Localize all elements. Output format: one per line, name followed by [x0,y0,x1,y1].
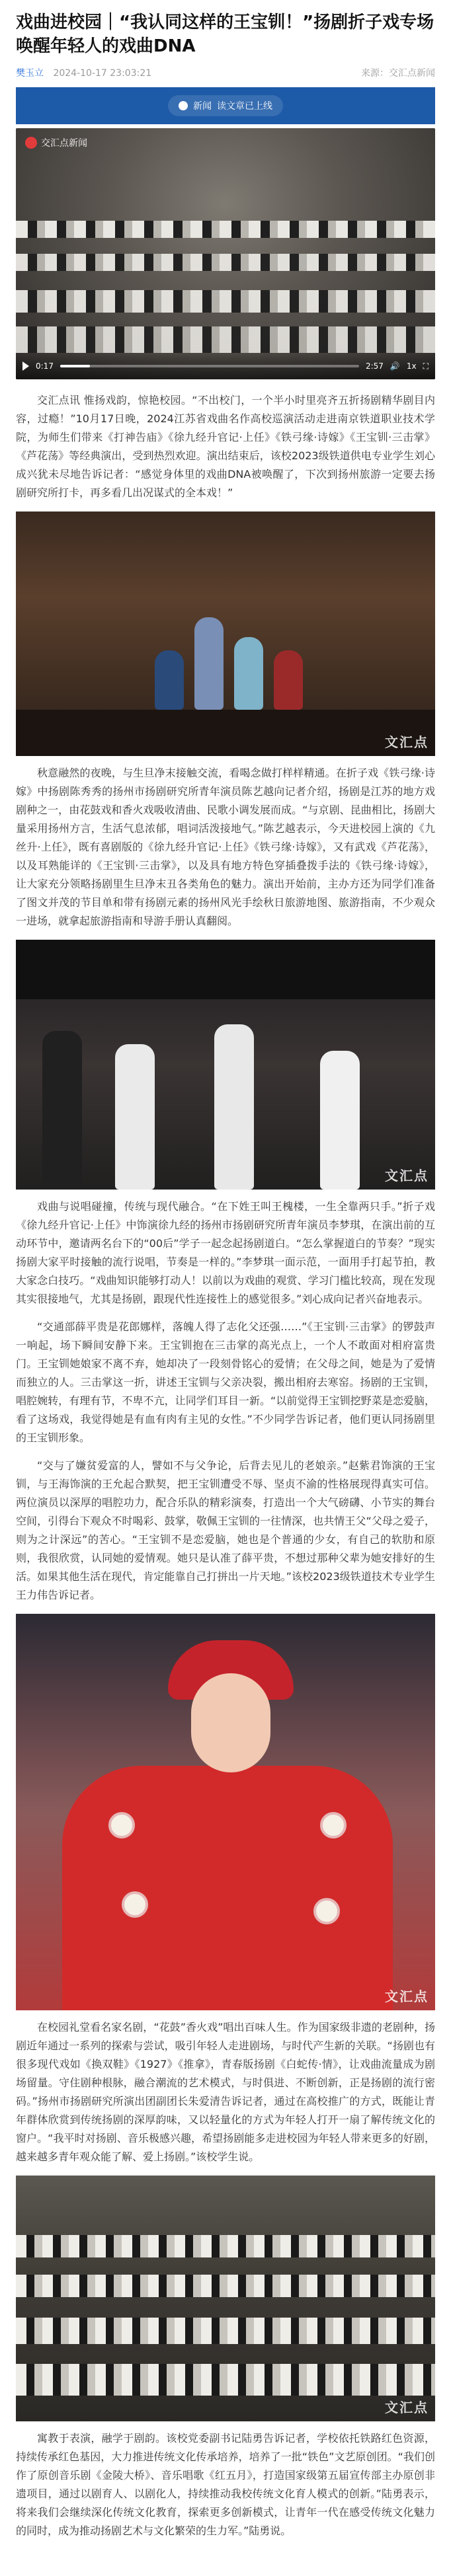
costume [62,1766,393,2010]
embroidery [122,1891,148,1918]
author-name[interactable]: 樊玉立 [16,68,44,79]
video-channel-logo [25,136,87,149]
image-watermark: 文汇点 [385,2400,429,2415]
paragraph: 戏曲与说唱碰撞，传统与现代融合。“在下姓王叫王槐楼，一生全靠两只手。”折子戏《徐九经升官记·上任》中饰演徐九经的扬州市扬剧研究所青年演员李梦琪，在演出前的互动环节中，邀请两名台下的“00后”学子一起念起扬剧道白。“怎么掌握道白的节奏？”现实扬剧大家平时接触的流行说唱，节奏是一样的。”李梦琪一面示范，一面用手打起节拍，教大家念白技巧。“戏曲知识能够打动人！以前以为戏曲的观赏、学习门槛比较高，现在发现其实很接地气，尤其是扬剧，跟现代性连接性上的感觉很多。”刘心成向记者兴奋地表示。 [16,1200,435,1305]
article-image [16,940,435,1190]
paragraph: “交与了嫌贫爱富的人，譬如不与父争论，后背去见儿的老娘亲。”赵紫君饰演的王宝钏，与王海饰演的王允起合默契，把王宝钏遭受不辱、坚贞不渝的性格展现得真实可信。两位演员以深厚的唱腔功力，配合乐队的精彩演奏，打造出一个大气磅礴、小节实的舞台空间，引得台下观众不时喝彩、鼓掌，敬佩王宝钏的一往情深，也共情王父“父母之爱子，则为之计深远”的苦心。“王宝钏不是恋爱脑，她也是个普通的少女，有自己的软肋和原则，我很欣赏，认同她的爱情观。她只是认准了薛平贵，不想过那种父辈为她安排好的生活。如果其他生活在现代，肯定能靠自己打拼出一片天地。”该校2023级铁道技术专业学生王力伟告诉记者。 [16,1459,435,1601]
play-icon[interactable] [22,361,29,371]
publish-date: 2024-10-17 23:03:21 [53,68,152,79]
audience-row [16,254,435,271]
embroidery [108,1812,135,1838]
image-watermark: 文汇点 [385,1989,429,2004]
performer [214,1024,254,1190]
stage [16,710,435,756]
performer [274,650,303,710]
performer [320,1051,360,1190]
banner-label-left: 新闻 [193,101,212,112]
meta-left [16,66,158,79]
image-watermark: 文汇点 [385,1168,429,1184]
volume-icon[interactable]: 🔊 [390,361,400,371]
performer [234,637,263,710]
article-image [16,1614,435,2010]
embroidery [320,1812,347,1838]
paragraph: 交汇点讯 惟扬戏韵，惊艳校园。“不出校门，一个半小时里亮齐五折扬剧精华剧目内容，过瘾！”10月17日晚，2024江苏省戏曲名作高校巡演活动走进南京铁道职业技术学院，为师生们带来《打神告庙》《徐九经升官记·上任》《铁弓缘·诗嫁》《王宝钏·三击掌》《芦花荡》等经典演出，受到热烈欢迎。演出结束后，该校2023级铁道供电专业学生刘心成兴犹未尽地告诉记者：“感觉身体里的戏曲DNA被唤醒了，下次到扬州旅游一定要去扬剧研究所打卡，再多看几出况谋式的全本戏！” [16,394,435,499]
video-player[interactable] [16,128,435,379]
image-watermark: 文汇点 [385,734,429,750]
performer [194,617,224,710]
progress-fill [60,365,90,367]
time-current: 0:17 [36,361,54,371]
paragraph: 在校园礼堂看名家名剧，“花鼓”香火戏”唱出百味人生。作为国家级非遗的老剧种，扬剧近年通过一系列的探索与尝试，吸引年轻人走进剧场，与时代产生新的关联。“扬剧也有很多现代戏如《换双鞋》《1927》《推拿》，青春版扬剧《白蛇传·情》，让戏曲流量成为剧场留量。守住剧种根脉，融合潮流的艺术模式，与时俱进、不断创新，正是扬剧的流行密码。”扬州市扬剧研究所演出团副团长朱爱清告诉记者，通过在高校推广的方式，既能让青年群体欣赏到传统扬剧的深厚韵味，又以轻量化的方式为年轻人打开一扇了解传统文化的窗户。“我平时对扬剧、音乐极感兴趣，希望扬剧能多走进校园为年轻人带来更多的好剧，越来越多青年观众能了解、爱上扬剧。”该校学生说。 [16,2021,435,2163]
channel-icon [25,137,37,149]
audience-row [16,2275,435,2297]
audience-row [16,2318,435,2344]
article-title: 戏曲进校园｜“我认同这样的王宝钏！”扬剧折子戏专场唤醒年轻人的戏曲DNA [16,13,434,56]
speed-button[interactable]: 1x [406,361,417,371]
audience-row [16,221,435,238]
news-icon [179,101,188,110]
stage-screen [16,940,435,999]
article-image [16,2176,435,2421]
banner-label-right: 读文章已上线 [217,101,272,112]
embroidery [313,1898,340,1924]
video-controls [16,353,435,379]
banner-tag[interactable] [168,95,283,116]
article-image [16,511,435,756]
fullscreen-icon[interactable]: ⛶ [423,361,429,371]
paragraph: “交通部薛平贵是花郎娜样，落魄人得了志化父还强……”《王宝钏·三击掌》的锣鼓声一响起，场下瞬间安静下来。王宝钏抱在三击掌的高光点上，一个人不敢面对相府富贵门。王宝钏她娘家不离不弃，她却决了一段刻骨铭心的爱情；在父母之间，她是为了爱情而独立的人。三击掌这一折，讲述王宝钏与父亲决裂，搬出相府去寒窑。扬剧的王宝钏，唱腔婉转，有理有节，不卑不亢，让同学们耳目一新。“以前觉得王宝钏挖野菜是恋爱脑，看了这场戏，我觉得她是有血有肉有主见的女性。”不少同学告诉记者，他们更认同扬剧里的王宝钏形象。 [16,1320,435,1444]
performer [155,650,184,710]
video-channel-name: 交汇点新闻 [41,138,87,149]
audience-row [16,2235,435,2257]
banner[interactable] [16,87,435,124]
performer [42,1031,82,1190]
audience-row [16,290,435,313]
performer-face [191,1673,270,1772]
audience-row [16,2364,435,2396]
source-label: 来源：交汇点新闻 [361,68,435,79]
time-total: 2:57 [365,361,384,371]
article-meta [16,66,435,79]
paragraph: 寓教于表演，融学于剧韵。该校党委副书记陆勇告诉记者，学校依托铁路红色资源，持续传承红色基因，大力推进传统文化传承培养，培养了一批“铁色”文艺原创团。“我们创作了原创音乐剧《金陵大桥》、音乐唱歌《红五月》，打造国家级第五届宣传部主办原创非遗项目，通过以剧育人、以剧化人，持续推动我校传统文化育人模式的创新。”陆勇表示，将来我们会继续深化传统文化教育，探索更多创新模式，让青年一代在感受传统文化魅力的同时，成为推动扬剧艺术与文化繁荣的生力军。”陆勇说。 [16,2432,435,2537]
paragraph: 秋意融然的夜晚，与生旦净末接触交流，看喝念做打样样精通。在折子戏《铁弓缘·诗嫁》中扬剧陈秀秀的扬州市扬剧研究所青年演员陈艺越向记者介绍，扬剧是江苏的地方戏剧种之一，由花鼓戏和香火戏吸收清曲、民歌小调发展而成。“与京剧、昆曲相比，扬剧大量采用扬州方言，生活气息浓郁，唱词活泼接地气。”陈艺越表示，今天进校园上演的《九丝升·上任》，既有喜剧版的《徐九经升官记·上任》《铁弓缘·诗嫁》，又有武戏《芦花荡》，以及耳熟能详的《王宝钏·三击掌》，以及具有地方特色穿插叠拨手法的《铁弓缘·诗嫁》，让大家充分领略扬剧里生旦净末丑各类角色的魅力。演出开始前，主办方还为同学们准备了图文并茂的节目单和带有扬剧元素的扬州风光手绘秋日旅游地图、旅游指南，不少观众一进场，就拿起旅游指南和导游手册认真翻阅。 [16,767,435,927]
performer [115,1044,155,1190]
audience-row [16,326,435,353]
progress-bar[interactable] [60,365,359,367]
